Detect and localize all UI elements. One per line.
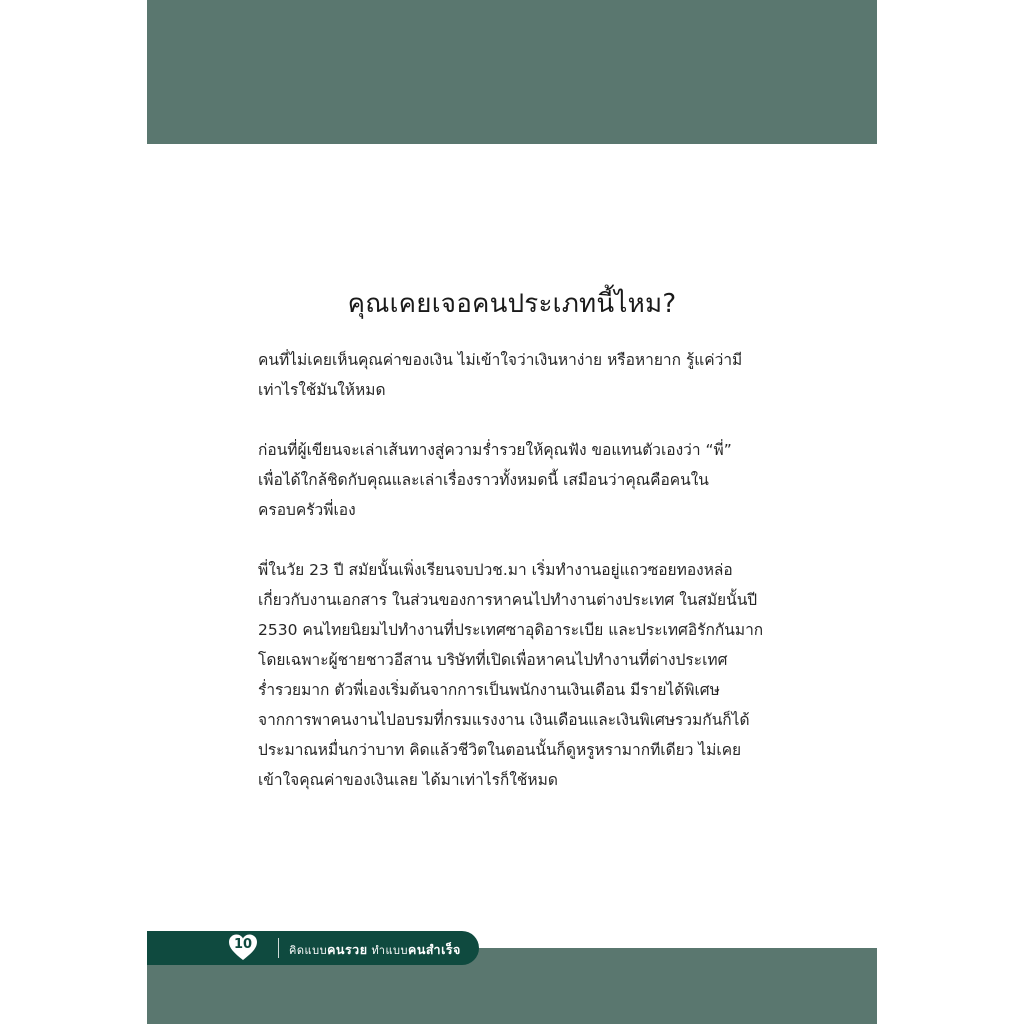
- title-part: ทำแบบ: [367, 944, 409, 957]
- book-page: [147, 0, 877, 1024]
- paragraph-3: [258, 555, 768, 795]
- top-color-band: [147, 0, 877, 144]
- page-heading: คุณเคยเจอคนประเภทนี้ไหม?: [347, 289, 677, 319]
- text-line: พี่ในวัย 23 ปี สมัยนั้นเพิ่งเรียนจบปวช.มา เริ่มทำงานอยู่แถวซอยทองหล่อ: [258, 561, 733, 579]
- title-part: คิดแบบ: [289, 944, 328, 957]
- page-number: 10: [233, 937, 253, 952]
- text-line: ครอบครัวพี่เอง: [258, 501, 356, 519]
- title-part-bold: คนสำเร็จ: [408, 942, 461, 957]
- text-line: คนที่ไม่เคยเห็นคุณค่าของเงิน ไม่เข้าใจว่าเงินหาง่าย หรือหายาก รู้แค่ว่ามี: [258, 351, 743, 369]
- text-line: เพื่อได้ใกล้ชิดกับคุณและเล่าเรื่องราวทั้งหมดนี้ เสมือนว่าคุณคือคนใน: [258, 471, 709, 489]
- book-title: [289, 940, 461, 960]
- text-line: ก่อนที่ผู้เขียนจะเล่าเส้นทางสู่ความร่ำรวยให้คุณฟัง ขอแทนตัวเองว่า “พี่”: [258, 441, 732, 459]
- body-text: [258, 345, 768, 825]
- paragraph-1: [258, 345, 768, 405]
- footer-divider: [278, 938, 279, 958]
- text-line: เกี่ยวกับงานเอกสาร ในส่วนของการหาคนไปทำงานต่างประเทศ ในสมัยนั้นปี: [258, 591, 758, 609]
- paragraph-2: [258, 435, 768, 525]
- text-line: โดยเฉพาะผู้ชายชาวอีสาน บริษัทที่เปิดเพื่อหาคนไปทำงานที่ต่างประเทศ: [258, 651, 728, 669]
- text-line: เข้าใจคุณค่าของเงินเลย ได้มาเท่าไรก็ใช้หมด: [258, 771, 558, 789]
- text-line: ประมาณหมื่นกว่าบาท คิดแล้วชีวิตในตอนนั้นก็ดูหรูหรามากทีเดียว ไม่เคย: [258, 741, 742, 759]
- text-line: 2530 คนไทยนิยมไปทำงานที่ประเทศซาอุดิอาระเบีย และประเทศอิรักกันมาก: [258, 621, 764, 639]
- text-line: ร่ำรวยมาก ตัวพี่เองเริ่มต้นจากการเป็นพนักงานเงินเดือน มีรายได้พิเศษ: [258, 681, 720, 699]
- title-part-bold: คนรวย: [327, 942, 368, 957]
- text-line: เท่าไรใช้มันให้หมด: [258, 381, 386, 399]
- text-line: จากการพาคนงานไปอบรมที่กรมแรงงาน เงินเดือนและเงินพิเศษรวมกันก็ได้: [258, 711, 750, 729]
